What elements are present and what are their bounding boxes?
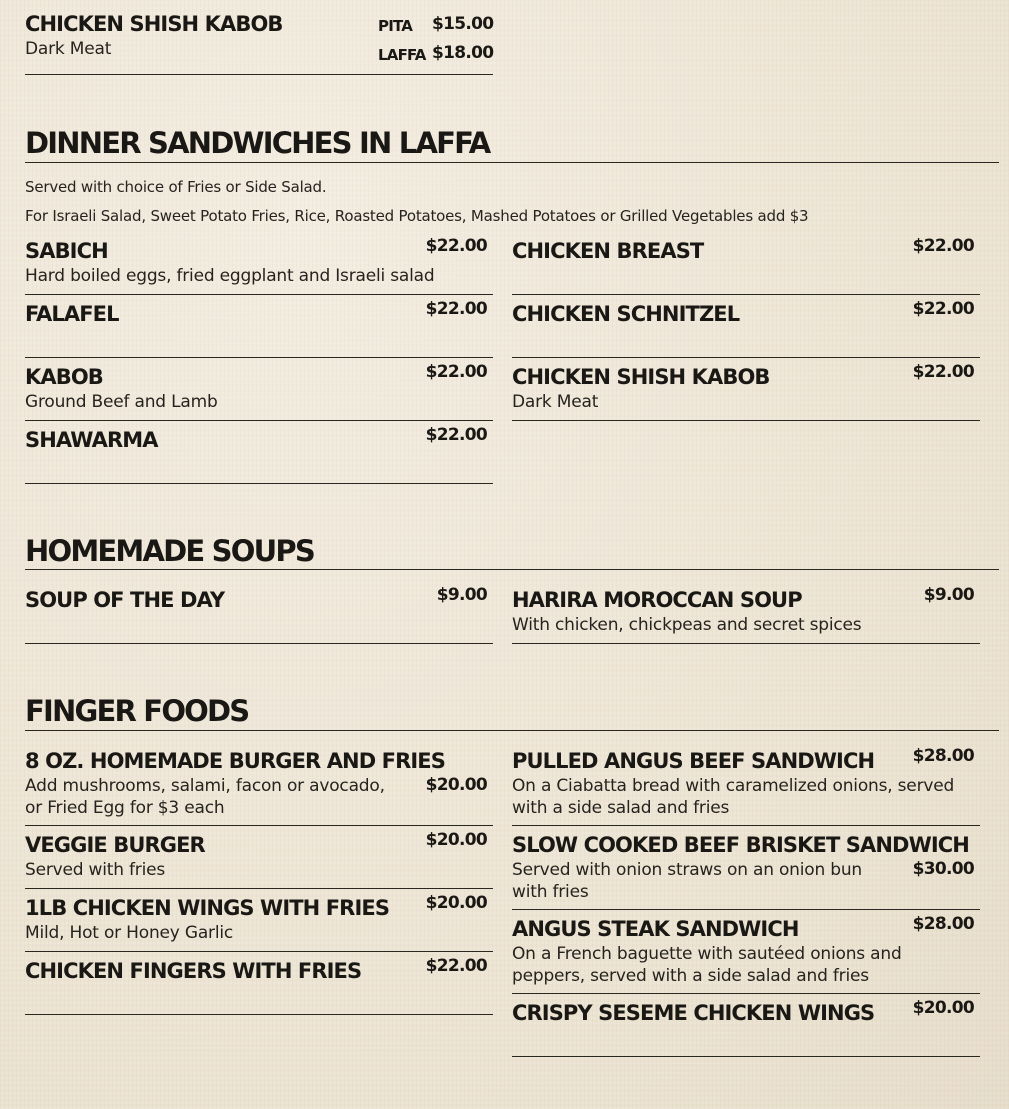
item-name: FALAFEL — [25, 302, 119, 326]
item-description: On a Ciabatta bread with caramelized onions, served — [512, 776, 955, 796]
menu-item-angus-steak-sandwich — [512, 914, 980, 994]
item-description: Served with fries — [25, 860, 166, 880]
menu-item-beef-brisket-sandwich — [512, 833, 980, 910]
item-description: with fries — [512, 882, 589, 902]
item-price: $9.00 — [436, 585, 487, 605]
item-description: peppers, served with a side salad and fries — [512, 966, 869, 986]
menu-item-soup-of-the-day — [25, 585, 493, 644]
price-label-laffa: LAFFA — [378, 46, 426, 64]
item-price: $20.00 — [425, 775, 487, 795]
menu-item-harira-moroccan-soup — [512, 585, 980, 644]
item-price: $22.00 — [425, 236, 487, 256]
item-price: $28.00 — [912, 746, 974, 766]
item-name: 1LB CHICKEN WINGS WITH FRIES — [25, 896, 390, 920]
menu-item-falafel — [25, 299, 493, 358]
item-description: Dark Meat — [512, 392, 599, 412]
item-name: CHICKEN SCHNITZEL — [512, 302, 740, 326]
menu-item-homemade-burger — [25, 749, 493, 826]
price-laffa: $18.00 — [432, 43, 494, 63]
item-price: $22.00 — [912, 362, 974, 382]
menu-item-chicken-schnitzel — [512, 299, 980, 358]
item-description: with a side salad and fries — [512, 798, 730, 818]
item-name: PULLED ANGUS BEEF SANDWICH — [512, 749, 875, 773]
item-price: $30.00 — [912, 859, 974, 879]
menu-item-kabob — [25, 362, 493, 421]
section-title-finger-foods: FINGER FOODS — [25, 694, 249, 728]
item-price: $28.00 — [912, 914, 974, 934]
section-divider — [25, 162, 999, 163]
menu-item-top-chicken-shish-kabob — [25, 12, 493, 75]
item-price: $22.00 — [425, 425, 487, 445]
menu-item-chicken-shish-kabob — [512, 362, 980, 421]
section-title-dinner-sandwiches: DINNER SANDWICHES IN LAFFA — [25, 126, 490, 160]
item-price: $22.00 — [425, 956, 487, 976]
item-price: $20.00 — [425, 893, 487, 913]
item-description: Add mushrooms, salami, facon or avocado, — [25, 776, 385, 796]
menu-item-chicken-fingers — [25, 956, 493, 1015]
menu-item-veggie-burger — [25, 830, 493, 889]
item-price: $22.00 — [912, 236, 974, 256]
item-name: HARIRA MOROCCAN SOUP — [512, 588, 802, 612]
item-description: Hard boiled eggs, fried eggplant and Israeli salad — [25, 266, 435, 286]
item-name: CHICKEN FINGERS WITH FRIES — [25, 959, 362, 983]
item-description: Ground Beef and Lamb — [25, 392, 218, 412]
item-name: CRISPY SESEME CHICKEN WINGS — [512, 1001, 875, 1025]
menu-item-chicken-wings — [25, 893, 493, 952]
menu-item-sabich — [25, 236, 493, 295]
item-name: CHICKEN SHISH KABOB — [512, 365, 770, 389]
item-name: SABICH — [25, 239, 108, 263]
item-price: $20.00 — [425, 830, 487, 850]
section-divider — [25, 730, 999, 731]
section-title-homemade-soups: HOMEMADE SOUPS — [25, 534, 314, 568]
item-description: Dark Meat — [25, 39, 112, 59]
item-price: $20.00 — [912, 998, 974, 1018]
price-label-pita: PITA — [378, 17, 413, 35]
item-name: SLOW COOKED BEEF BRISKET SANDWICH — [512, 833, 969, 857]
item-description: With chicken, chickpeas and secret spices — [512, 615, 862, 635]
item-description: Served with onion straws on an onion bun — [512, 860, 862, 880]
menu-item-crispy-seseme-chicken-wings — [512, 998, 980, 1057]
item-price: $22.00 — [425, 362, 487, 382]
menu-item-shawarma — [25, 425, 493, 484]
item-name: 8 OZ. HOMEMADE BURGER AND FRIES — [25, 749, 445, 773]
item-price: $22.00 — [425, 299, 487, 319]
section-note: For Israeli Salad, Sweet Potato Fries, Rice, Roasted Potatoes, Mashed Potatoes or Grilled Vegetables add $3 — [25, 207, 809, 225]
item-name: ANGUS STEAK SANDWICH — [512, 917, 799, 941]
item-price: $9.00 — [923, 585, 974, 605]
item-name: CHICKEN BREAST — [512, 239, 704, 263]
menu-item-pulled-angus-beef-sandwich — [512, 746, 980, 826]
section-divider — [25, 569, 999, 570]
item-price: $22.00 — [912, 299, 974, 319]
item-description: On a French baguette with sautéed onions and — [512, 944, 902, 964]
section-note: Served with choice of Fries or Side Salad. — [25, 178, 327, 196]
item-description: Mild, Hot or Honey Garlic — [25, 923, 234, 943]
item-name: SOUP OF THE DAY — [25, 588, 225, 612]
price-pita: $15.00 — [432, 14, 494, 34]
item-name: SHAWARMA — [25, 428, 158, 452]
item-name: CHICKEN SHISH KABOB — [25, 12, 283, 36]
item-description: or Fried Egg for $3 each — [25, 798, 225, 818]
menu-item-chicken-breast — [512, 236, 980, 295]
item-name: VEGGIE BURGER — [25, 833, 205, 857]
item-name: KABOB — [25, 365, 103, 389]
